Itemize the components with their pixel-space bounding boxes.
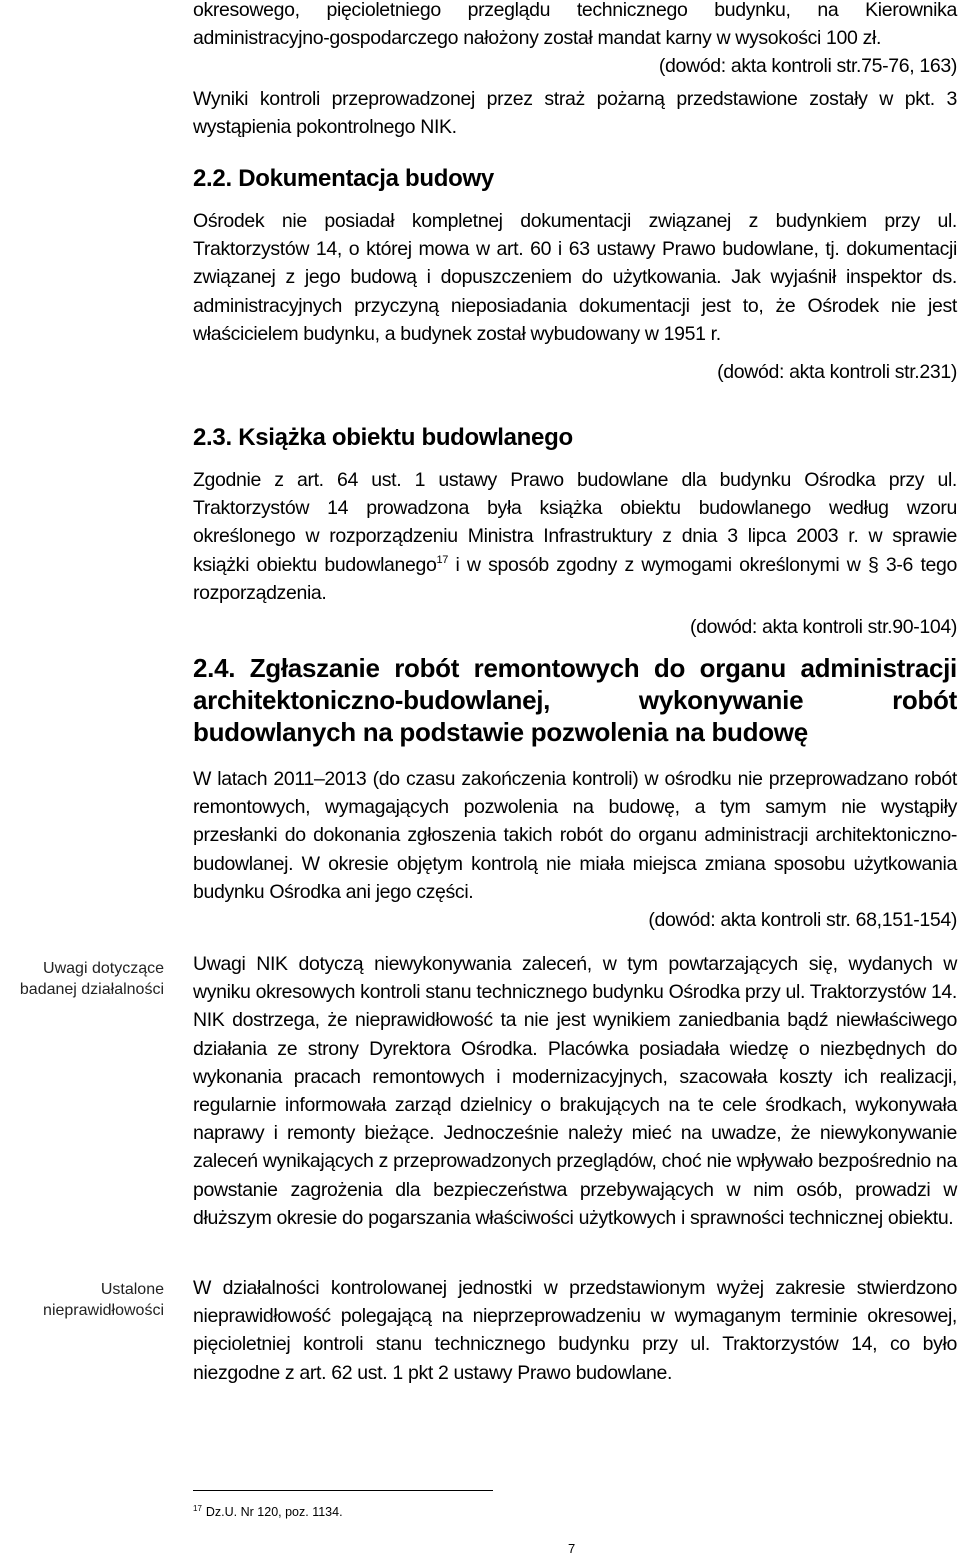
- paragraph: [193, 466, 957, 607]
- paragraph: W latach 2011–2013 (do czasu zakończenia kontroli) w ośrodku nie przeprowadzano robót remontowych, wymagających pozwolenia na budowę, a tym samym nie wystąpiły przesłanki do dokonania zgłoszenia takich robót do organu administracji architektoniczno-budowlanej. W okresie objętym kontrolą nie miała miejsca zmiana sposobu użytkowania budynku Ośrodka ani jego części.: [193, 768, 957, 903]
- section-2-2-body: [193, 207, 957, 386]
- footnote-text: Dz.U. Nr 120, poz. 1134.: [205, 1505, 343, 1519]
- section-2-3-body: [193, 466, 957, 641]
- page-number: 7: [568, 1541, 576, 1556]
- section-2-2: [193, 163, 957, 195]
- paragraph-fire-inspection: Wyniki kontroli przeprowadzonej przez straż pożarną przedstawione zostały w pkt. 3 wystąpienia pokontrolnego NIK.: [193, 87, 957, 138]
- paragraph-text: Zgodnie z art. 64 ust. 1 ustawy Prawo budowlane dla budynku Ośrodka przy ul. Traktorzystów 14 prowadzona była książka obiektu budowlanego według wzoru określonego w rozporządzeniu Ministra Infrastruktury z dnia 3 lipca 2003 r. w sprawie książki obiektu budowlanego: [193, 469, 957, 576]
- margin-note-remarks: Uwagi dotyczące badanej działalności: [19, 960, 164, 998]
- evidence-ref: (dowód: akta kontroli str.90-104): [689, 616, 957, 639]
- irregularities-block: [193, 1274, 957, 1387]
- remarks-block: [193, 950, 957, 1232]
- paragraph: Ośrodek nie posiadał kompletnej dokumentacji związanej z budynkiem przy ul. Traktorzystów 14, o której mowa w art. 60 i 63 ustawy Prawo budowlane, tj. dokumentacji związanej z jego budową i dopuszczeniem do użytkowania. Jak wyjaśnił inspektor ds. administracyjnych przyczyną nieposiadania dokumentacji jest to, że Ośrodek nie jest właścicielem budynku, a budynek został wybudowany w 1951 r.: [193, 210, 957, 345]
- main-column: [193, 0, 957, 141]
- footnote-divider: [193, 1490, 493, 1491]
- evidence-ref: (dowód: akta kontroli str. 68,151-154): [648, 909, 957, 932]
- footnote: [193, 1505, 343, 1519]
- section-heading: 2.4. Zgłaszanie robót remontowych do organu administracji architektoniczno-budowlanej, wykonywanie robót budowlanych na podstawie pozwolenia na budowę: [193, 653, 957, 747]
- section-2-4-body: [193, 765, 957, 934]
- section-heading: 2.3. Książka obiektu budowlanego: [193, 424, 573, 451]
- section-2-3: [193, 422, 957, 454]
- section-heading: 2.2. Dokumentacja budowy: [193, 165, 494, 192]
- margin-note-irregularities: Ustalone nieprawidłowości: [43, 1281, 164, 1319]
- section-2-4: [193, 652, 957, 748]
- footnote-number: 17: [193, 1504, 202, 1513]
- paragraph-remarks: Uwagi NIK dotyczą niewykonywania zaleceń, w tym powtarzających się, wydanych w wyniku okresowych kontroli stanu technicznego budynku Ośrodka przy ul. Traktorzystów 14. NIK dostrzega, że nieprawidłowość ta nie jest wynikiem zaniedbania bądź niewłaściwego działania ze strony Dyrektora Ośrodka. Placówka posiadała wiedzę o niezbędnych do wykonania pracach remontowych i modernizacyjnych, szacowała koszty ich realizacji, regularnie informowała zarząd dzielnicy o brakujących na te cele środkach, wykonywała naprawy i remonty bieżące. Jednocześnie należy mieć na uwadze, że niewykonywanie zaleceń wynikających z przeprowadzonych przeglądów, choć nie wpływało bezpośrednio na powstanie zagrożenia dla bezpieczeństwa przebywających w nim osób, prowadzi w dłuższym okresie do pogarszania właściwości użytkowych i sprawności technicznej obiektu.: [193, 953, 957, 1229]
- footnote-ref: 17: [436, 553, 449, 566]
- paragraph-continued: okresowego, pięcioletniego przeglądu technicznego budynku, na Kierownika administracyjno-gospodarczego nałożony został mandat karny w wysokości 100 zł.: [193, 0, 957, 50]
- evidence-ref: (dowód: akta kontroli str.75-76, 163): [658, 55, 957, 78]
- evidence-ref: (dowód: akta kontroli str.231): [717, 361, 957, 384]
- paragraph-irregularities: W działalności kontrolowanej jednostki w przedstawionym wyżej zakresie stwierdzono nieprawidłowość polegającą na nieprzeprowadzeniu w wymaganym terminie okresowej, pięcioletniej kontroli stanu technicznego budynku przy ul. Traktorzystów 14, co było niezgodne z art. 62 ust. 1 pkt 2 ustawy Prawo budowlane.: [193, 1277, 957, 1384]
- paragraph-text: i w sposób zgodny z wymogami określonymi w § 3-6 tego rozporządzenia.: [193, 553, 957, 604]
